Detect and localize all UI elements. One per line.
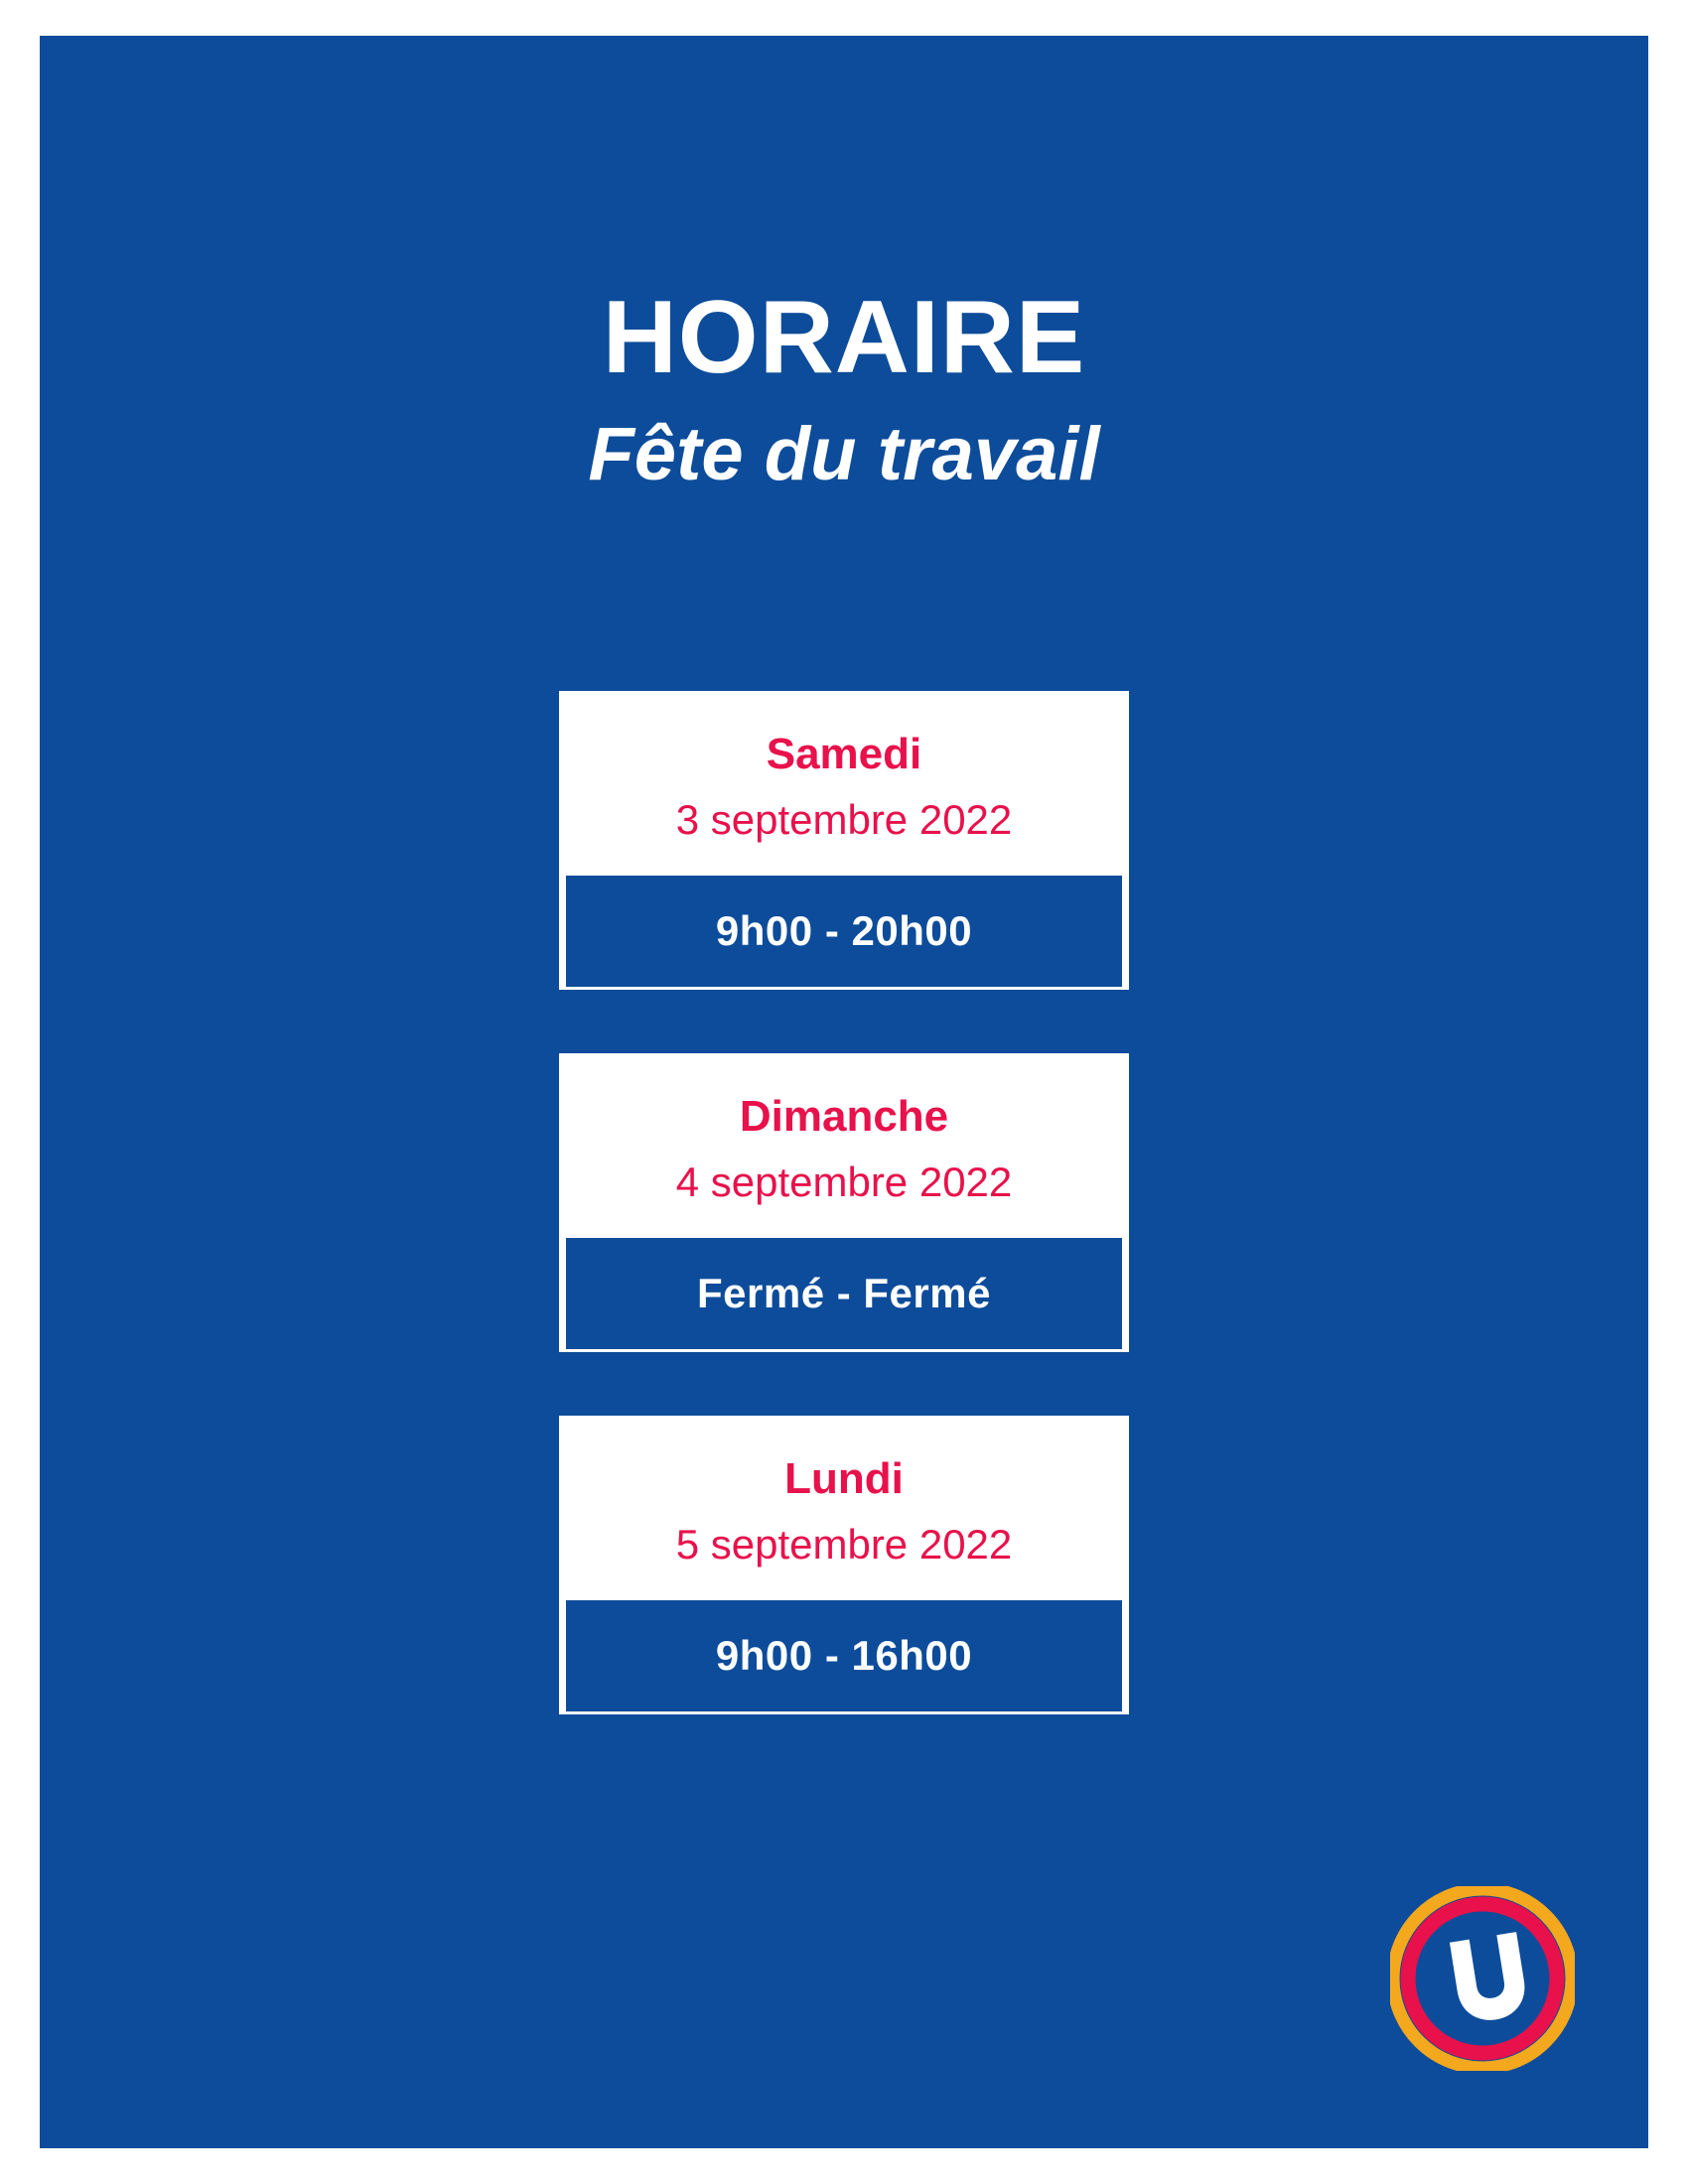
poster-header (40, 280, 1648, 501)
schedule-hours-label: Fermé - Fermé (697, 1269, 991, 1316)
schedule-hours-label: 9h00 - 16h00 (715, 1631, 973, 1679)
schedule-card-header (559, 1416, 1129, 1597)
page-title: HORAIRE (602, 280, 1086, 395)
schedule-card-header (559, 691, 1129, 873)
schedule-hours (563, 873, 1125, 990)
schedule-hours-label: 9h00 - 20h00 (715, 906, 973, 954)
schedule-day: Samedi (766, 730, 922, 778)
schedule-card (559, 1416, 1129, 1714)
schedule-day: Dimanche (739, 1091, 949, 1141)
schedule-card-header (559, 1053, 1129, 1235)
schedule-date: 5 septembre 2022 (675, 1521, 1013, 1569)
schedule-day: Lundi (784, 1453, 904, 1503)
u-logo-icon (1390, 1886, 1575, 2071)
schedule-date: 4 septembre 2022 (675, 1159, 1013, 1206)
poster (40, 36, 1648, 2148)
schedule-hours (563, 1597, 1125, 1714)
page-subtitle: Fête du travail (588, 412, 1100, 496)
schedule-card (559, 1053, 1129, 1352)
schedule-card (559, 691, 1129, 990)
schedule-date: 3 septembre 2022 (675, 796, 1013, 844)
schedule-list (40, 691, 1648, 1778)
schedule-hours (563, 1235, 1125, 1352)
